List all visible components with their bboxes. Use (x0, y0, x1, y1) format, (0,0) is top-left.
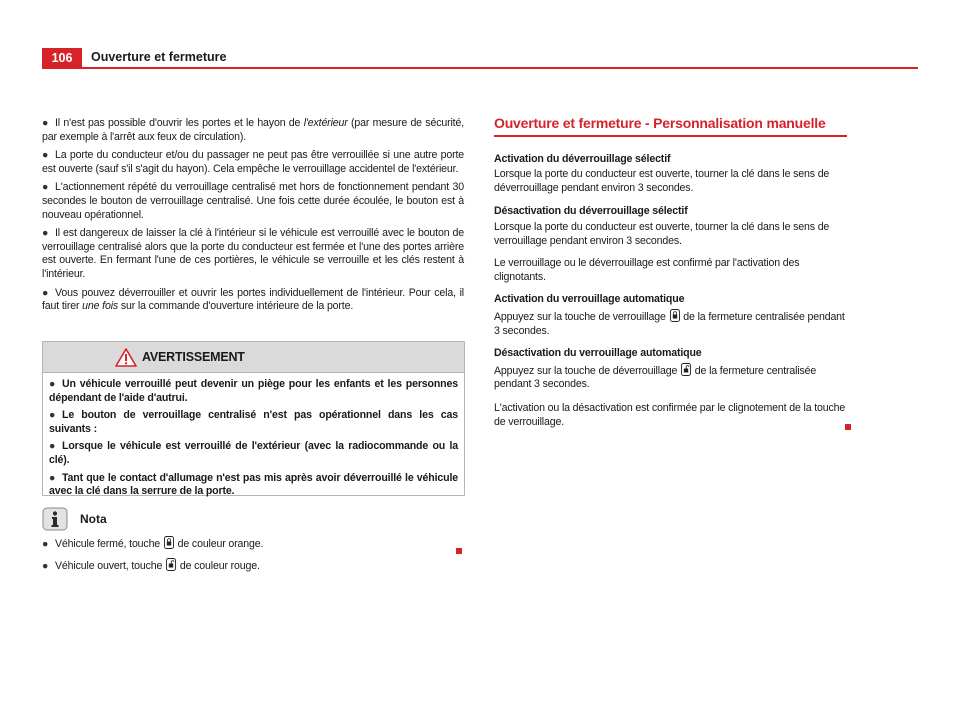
info-note-icon (42, 507, 68, 531)
subheading: Désactivation du verrouillage automatique (494, 347, 702, 360)
list-item: ● Tant que le contact d'allumage n'est pas mis après avoir déverrouillé le véhicule avec la clé dans la serrure de la porte. (49, 471, 458, 498)
warning-body (43, 373, 464, 499)
bullet-icon: ● (42, 559, 49, 572)
end-of-section-marker (845, 424, 851, 430)
bullet-icon: ● (42, 286, 49, 299)
paragraph: Le verrouillage ou le déverrouillage est confirmé par l'activation des clignotants. (494, 257, 800, 283)
list-item: ● Lorsque le véhicule est verrouillé de l'extérieur (avec la radiocommande ou la clé). (49, 440, 458, 466)
bullet-icon: ● (49, 440, 56, 453)
list-item: ● La porte du conducteur et/ou du passager ne peut pas être verrouillée si une autre porte est ouverte (sauf s'il s'agit du hayon). Cela empêche le verrouillage accidentel de l'extérieur. (42, 149, 464, 175)
page-number: 106 (42, 48, 82, 68)
subheading: Activation du déverrouillage sélectif (494, 152, 671, 165)
bullet-icon: ● (49, 471, 56, 484)
warning-triangle-icon (115, 348, 137, 367)
list-item: ● Le bouton de verrouillage centralisé n'est pas opérationnel dans les cas suivants : (49, 409, 458, 435)
lock-open-key-icon (681, 363, 691, 376)
paragraph: Appuyez sur la touche de verrouillage de la fermeture centralisée pendant 3 secondes. (494, 310, 845, 337)
paragraph: L'activation ou la désactivation est confirmée par le clignotement de la touche de verrouillage. (494, 401, 846, 428)
warning-title: AVERTISSEMENT (142, 350, 245, 364)
subheading: Activation du verrouillage automatique (494, 293, 685, 306)
warning-box (42, 341, 465, 496)
list-item: ● Vous pouvez déverrouiller et ouvrir les portes individuellement de l'intérieur. Pour cela, il faut tirer une fois sur la commande d'ouverture intérieure de la porte. (42, 286, 464, 313)
note-section (42, 506, 464, 579)
paragraph: Appuyez sur la touche de déverrouillage de la fermeture centralisée pendant 3 secondes. (494, 364, 817, 391)
list-item: ● Il est dangereux de laisser la clé à l'intérieur si le véhicule est verrouillé avec le bouton de verrouillage centralisé alors que la porte du conducteur est fermée et l'une des portes arrière est ouverte. En fermant l'une de ces portières, le véhicule se verrouille et les clés restent à l'intérieur. (42, 227, 464, 280)
header-divider (42, 67, 918, 69)
list-item: ● L'actionnement répété du verrouillage centralisé met hors de fonctionnement pendant 30 secondes le bouton de verrouillage centralisé. Une fois cette durée écoulée, le bouton est à nouveau opérationnel. (42, 181, 464, 221)
paragraph: Lorsque la porte du conducteur est ouverte, tourner la clé dans le sens de déverrouillage pendant environ 3 secondes. (494, 168, 830, 194)
warning-header (43, 342, 464, 373)
bullet-icon: ● (42, 181, 49, 194)
paragraph: Lorsque la porte du conducteur est ouverte, tourner la clé dans le sens de verrouillage pendant environ 3 secondes. (494, 220, 830, 247)
lock-closed-key-icon (164, 536, 174, 549)
list-item: ● Véhicule ouvert, touche de couleur rouge. (42, 559, 260, 572)
list-item: ● Un véhicule verrouillé peut devenir un piège pour les enfants et les personnes dépendant de l'aide d'autrui. (49, 378, 458, 404)
note-title: Nota (80, 512, 107, 526)
list-item: ● Véhicule fermé, touche de couleur orange. (42, 538, 264, 550)
lock-closed-key-icon (670, 309, 680, 322)
bullet-icon: ● (42, 149, 49, 162)
bullet-icon: ● (49, 378, 56, 390)
subheading: Désactivation du déverrouillage sélectif (494, 205, 688, 218)
bullet-icon: ● (42, 227, 49, 240)
right-column (494, 117, 850, 429)
chapter-title: Ouverture et fermeture (91, 50, 227, 64)
note-body (42, 536, 464, 573)
lock-open-key-icon (166, 558, 176, 571)
section-title: Ouverture et fermeture - Personnalisation manuelle (494, 117, 847, 137)
list-item: ● Il n'est pas possible d'ouvrir les portes et le hayon de l'extérieur (par mesure de sécurité, par exemple à l'arrêt aux feux de circulation). (42, 117, 464, 143)
left-column (42, 117, 464, 319)
bullet-icon: ● (42, 117, 49, 129)
end-of-section-marker (456, 548, 462, 554)
bullet-icon: ● (42, 538, 49, 550)
note-header (42, 506, 464, 532)
bullet-icon: ● (49, 409, 56, 422)
